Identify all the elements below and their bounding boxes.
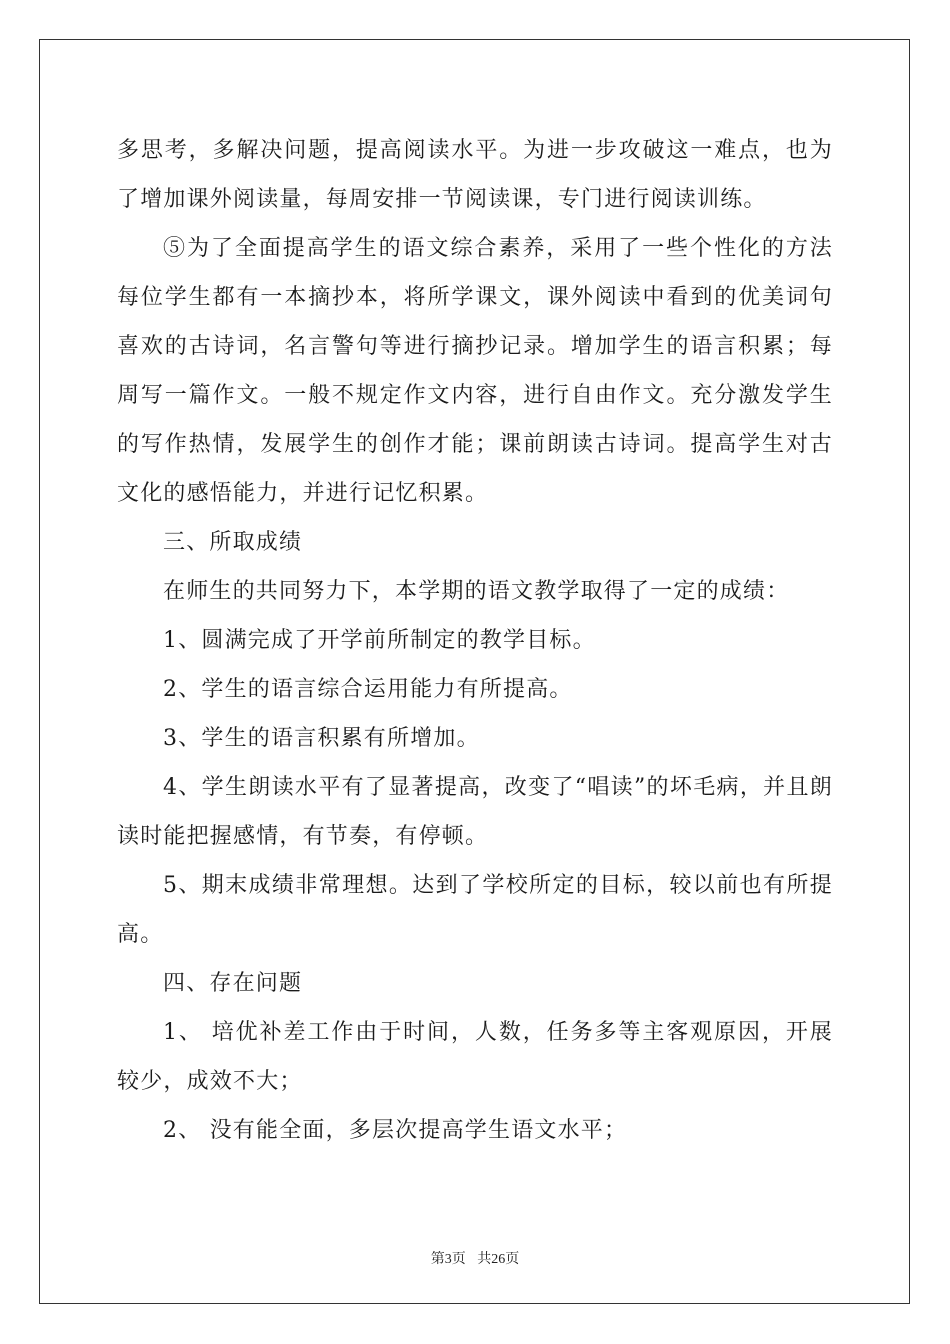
document-body — [117, 126, 833, 1155]
achievement-item-4: 4、学生朗读水平有了显著提高，改变了“唱读”的坏毛病，并且朗读时能把握感情，有节奏，有停顿。 — [117, 775, 833, 849]
achievement-item-2: 2、学生的语言综合运用能力有所提高。 — [163, 677, 573, 702]
achievement-item-1: 1、圆满完成了开学前所制定的教学目标。 — [163, 628, 596, 653]
paragraph-2: ⑤为了全面提高学生的语文综合素养，采用了一些个性化的方法每位学生都有一本摘抄本，将所学课文，课外阅读中看到的优美词句喜欢的古诗词，名言警句等进行摘抄记录。增加学生的语言积累；每周写一篇作文。一般不规定作文内容，进行自由作文。充分激发学生的写作热情，发展学生的创作才能；课前朗读古诗词。提高学生对古文化的感悟能力，并进行记忆积累。 — [117, 236, 833, 506]
page-footer — [0, 1248, 950, 1268]
total-pages: 共26页 — [477, 1252, 520, 1267]
problem-item-2: 2、 没有能全面，多层次提高学生语文水平； — [163, 1118, 628, 1143]
page-number: 第3页 — [430, 1252, 466, 1267]
paragraph-1: 多思考，多解决问题，提高阅读水平。为进一步攻破这一难点，也为了增加课外阅读量，每周安排一节阅读课，专门进行阅读训练。 — [117, 138, 833, 212]
section-heading-problems: 四、存在问题 — [163, 971, 303, 996]
achievement-item-5: 5、期末成绩非常理想。达到了学校所定的目标，较以前也有所提高。 — [117, 873, 833, 947]
section-heading-achievements: 三、所取成绩 — [163, 530, 303, 555]
paragraph-achievements-intro: 在师生的共同努力下，本学期的语文教学取得了一定的成绩： — [163, 579, 790, 604]
problem-item-1: 1、 培优补差工作由于时间，人数，任务多等主客观原因，开展较少，成效不大； — [117, 1020, 833, 1094]
achievement-item-3: 3、学生的语言积累有所增加。 — [163, 726, 480, 751]
